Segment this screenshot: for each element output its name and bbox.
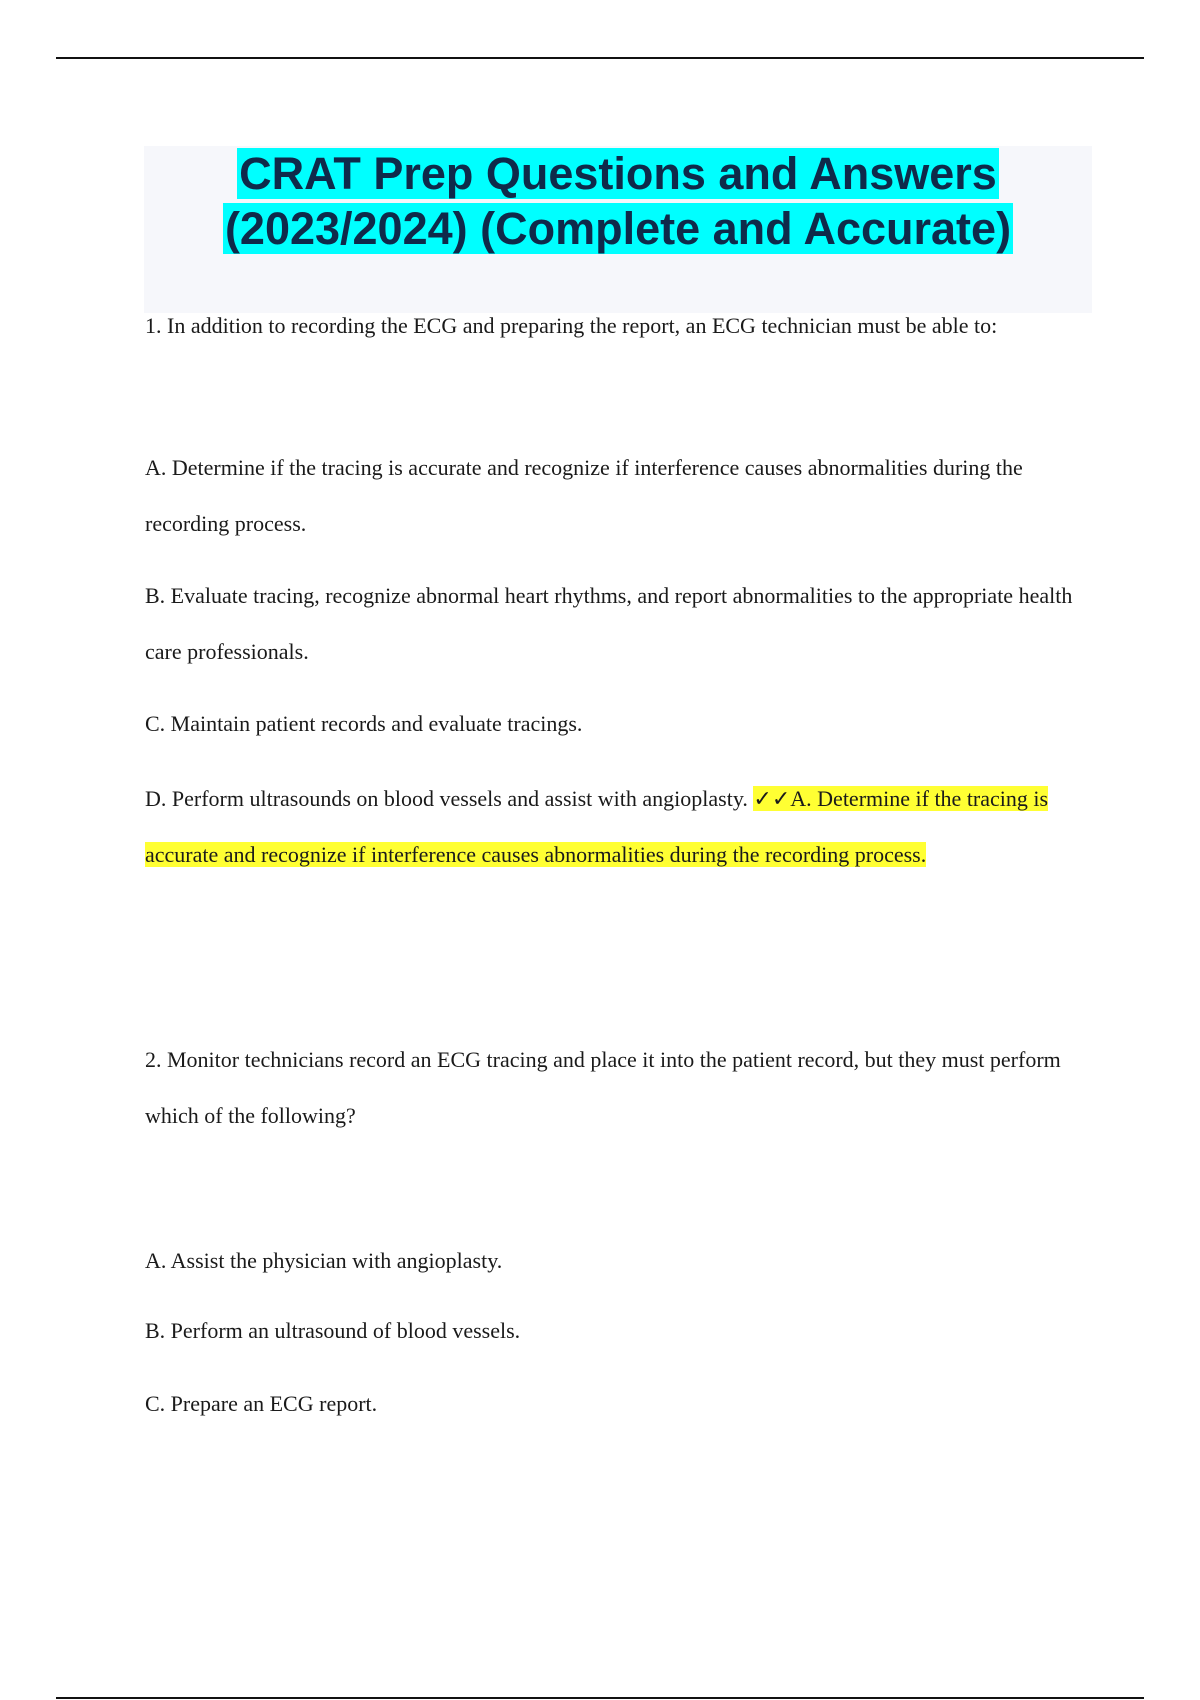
question-1-option-c: C. Maintain patient records and evaluate tracings. — [145, 711, 583, 736]
question-2-option-a: A. Assist the physician with angioplasty. — [145, 1248, 503, 1273]
question-1-answer: ✓✓A. Determine if the tracing is accurate and recognize if interference causes abnormalities during the recording process. — [145, 786, 1049, 867]
title-box — [144, 146, 1092, 313]
bottom-rule — [56, 1697, 1144, 1699]
question-1-option-b: B. Evaluate tracing, recognize abnormal heart rhythms, and report abnormalities to the appropriate health care professionals. — [145, 583, 1073, 664]
top-rule — [56, 57, 1144, 59]
question-1: 1. In addition to recording the ECG and preparing the report, an ECG technician must be able to: — [145, 313, 998, 338]
question-2-option-b: B. Perform an ultrasound of blood vessels. — [145, 1318, 521, 1343]
question-2-option-c: C. Prepare an ECG report. — [145, 1391, 378, 1416]
question-1-option-d: D. Perform ultrasounds on blood vessels and assist with angioplasty. — [145, 786, 748, 811]
document-title — [144, 146, 1092, 256]
title-line-1: CRAT Prep Questions and Answers — [239, 148, 997, 199]
question-1-option-a: A. Determine if the tracing is accurate and recognize if interference causes abnormalities during the recording process. — [145, 455, 1023, 536]
title-line-2: (2023/2024) (Complete and Accurate) — [224, 203, 1012, 254]
question-1-option-d-with-answer — [145, 771, 1095, 883]
question-2: 2. Monitor technicians record an ECG tracing and place it into the patient record, but they must perform which of the following? — [145, 1047, 1061, 1128]
